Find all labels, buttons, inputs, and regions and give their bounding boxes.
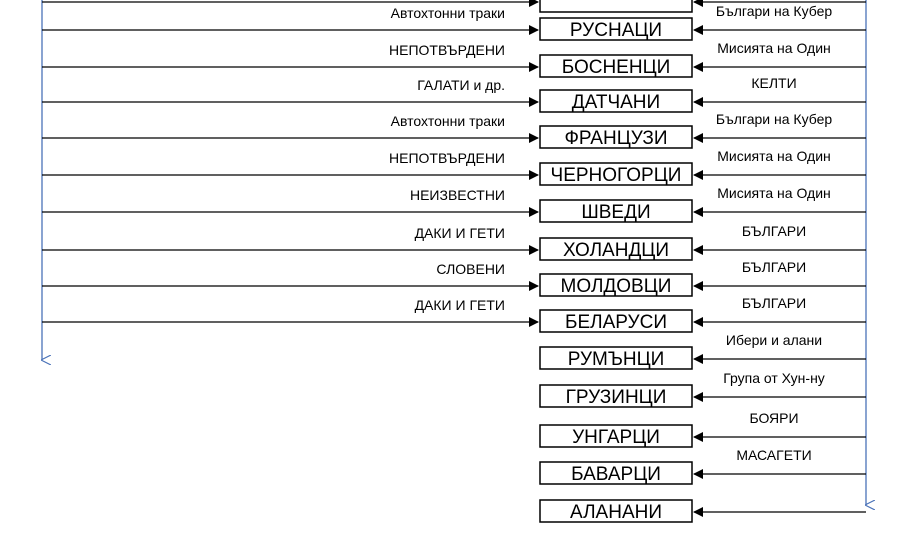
left-origin-label: ГАЛАТИ и др.	[417, 77, 505, 93]
diagram-rows	[42, 0, 866, 523]
row-9	[42, 295, 866, 333]
right-origin-label: Българи на Кубер	[715, 111, 833, 127]
left-origin-label: ДАКИ И ГЕТИ	[414, 225, 505, 241]
right-origin-label: БОЯРИ	[749, 410, 799, 426]
left-origin-label: НЕПОТВЪРДЕНИ	[389, 42, 505, 58]
row-14	[540, 500, 866, 523]
nation-name: РУМЪНЦИ	[567, 349, 665, 370]
left-origin-label: НЕПОТВЪРДЕНИ	[389, 150, 505, 166]
nation-name: ШВЕДИ	[581, 202, 651, 223]
row-6	[42, 185, 866, 223]
left-origin-label: Автохтонни траки	[390, 5, 505, 21]
row-11	[540, 370, 866, 408]
nation-name: ДАТЧАНИ	[571, 92, 661, 113]
nation-name: МОЛДОВЦИ	[560, 276, 672, 297]
right-origin-label: Мисията на Один	[717, 148, 831, 164]
right-origin-label: Мисията на Один	[717, 40, 831, 56]
right-origin-label: Българи на Кубер	[715, 3, 833, 19]
row-2	[42, 40, 866, 78]
right-origin-label: БЪЛГАРИ	[741, 295, 807, 311]
row-12	[540, 410, 866, 448]
nation-name: РУСНАЦИ	[569, 20, 663, 41]
right-origin-label: МАСАГЕТИ	[736, 447, 812, 463]
row-3	[42, 75, 866, 113]
row-1	[42, 3, 866, 41]
row-8	[42, 259, 866, 297]
row-13	[540, 447, 866, 485]
left-origin-label: Автохтонни траки	[390, 113, 505, 129]
nation-name: УНГАРЦИ	[572, 427, 660, 448]
row-4	[42, 111, 866, 149]
nation-name: БОСНЕНЦИ	[561, 57, 671, 78]
right-origin-label: БЪЛГАРИ	[741, 259, 807, 275]
nation-name: БАВАРЦИ	[571, 464, 661, 485]
right-origin-label: БЪЛГАРИ	[741, 223, 807, 239]
left-origin-label: СЛОВЕНИ	[436, 261, 505, 277]
right-origin-label: Мисията на Один	[717, 185, 831, 201]
left-origin-label: НЕИЗВЕСТНИ	[409, 187, 505, 203]
right-origin-label: Група от Хун-ну	[723, 370, 825, 386]
nation-name: ФРАНЦУЗИ	[564, 128, 668, 149]
right-origin-label: Ибери и алани	[725, 332, 823, 348]
nation-box	[540, 0, 692, 12]
nation-name: БЕЛАРУСИ	[565, 312, 667, 333]
row-10	[540, 332, 866, 370]
trunk-lines	[42, 0, 866, 505]
nation-name: АЛАНАНИ	[569, 502, 663, 523]
nation-name: ГРУЗИНЦИ	[565, 387, 667, 408]
row-7	[42, 223, 866, 261]
nation-name: ЧЕРНОГОРЦИ	[550, 165, 682, 186]
nation-name: ХОЛАНДЦИ	[562, 240, 670, 261]
row-5	[42, 148, 866, 186]
right-origin-label: КЕЛТИ	[751, 75, 797, 91]
left-origin-label: ДАКИ И ГЕТИ	[414, 297, 505, 313]
